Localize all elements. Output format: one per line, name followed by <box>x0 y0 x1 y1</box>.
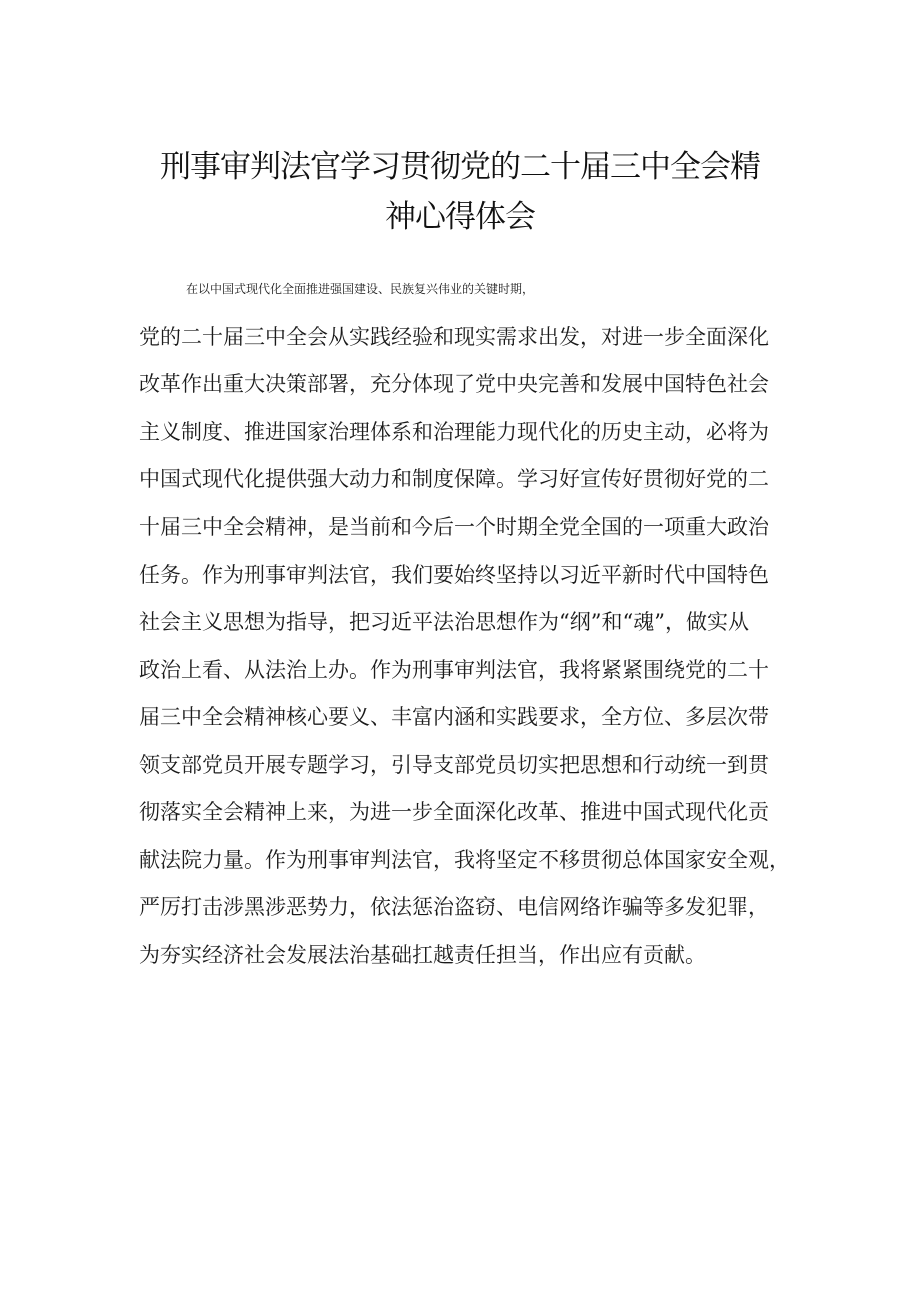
body-line-11: 领支部党员开展专题学习，引导支部党员切实把思想和行动统一到贯 <box>139 753 769 777</box>
body-line-5: 中国式现代化提供强大动力和制度保障。学习好宣传好贯彻好党的二 <box>139 467 769 491</box>
body-line-9: 政治上看、从法治上办。作为刑事审判法官，我将紧紧围绕党的二十 <box>139 658 769 682</box>
body-line-10: 届三中全会精神核心要义、丰富内涵和实践要求，全方位、多层次带 <box>139 705 769 729</box>
body-line-1: 在以中国式现代化全面推进强国建设、民族复兴伟业的关键时期， <box>186 282 535 296</box>
body-line-15: 为夯实经济社会发展法治基础扛越责任担当，作出应有贡献。 <box>139 943 706 967</box>
body-line-7: 任务。作为刑事审判法官，我们要始终坚持以习近平新时代中国特色 <box>139 563 769 587</box>
body-line-8: 社会主义思想为指导，把习近平法治思想作为“纲”和“魂”，做实从 <box>139 610 749 634</box>
body-line-2: 党的二十届三中全会从实践经验和现实需求出发，对进一步全面深化 <box>139 325 769 349</box>
body-line-3: 改革作出重大决策部署，充分体现了党中央完善和发展中国特色社会 <box>139 372 769 396</box>
document-title-line-2: 神心得体会 <box>385 199 535 235</box>
body-line-14: 严厉打击涉黑涉恶势力，依法惩治盗窃、电信网络诈骗等多发犯罪， <box>139 895 769 919</box>
body-line-13: 献法院力量。作为刑事审判法官，我将坚定不移贯彻总体国家安全观， <box>139 848 790 872</box>
body-line-4: 主义制度、推进国家治理体系和治理能力现代化的历史主动，必将为 <box>139 420 769 444</box>
body-line-12: 彻落实全会精神上来，为进一步全面深化改革、推进中国式现代化贡 <box>139 800 769 824</box>
document-title-line-1: 刑事审判法官学习贯彻党的二十届三中全会精 <box>160 149 760 185</box>
body-line-6: 十届三中全会精神，是当前和今后一个时期全党全国的一项重大政治 <box>139 515 769 539</box>
